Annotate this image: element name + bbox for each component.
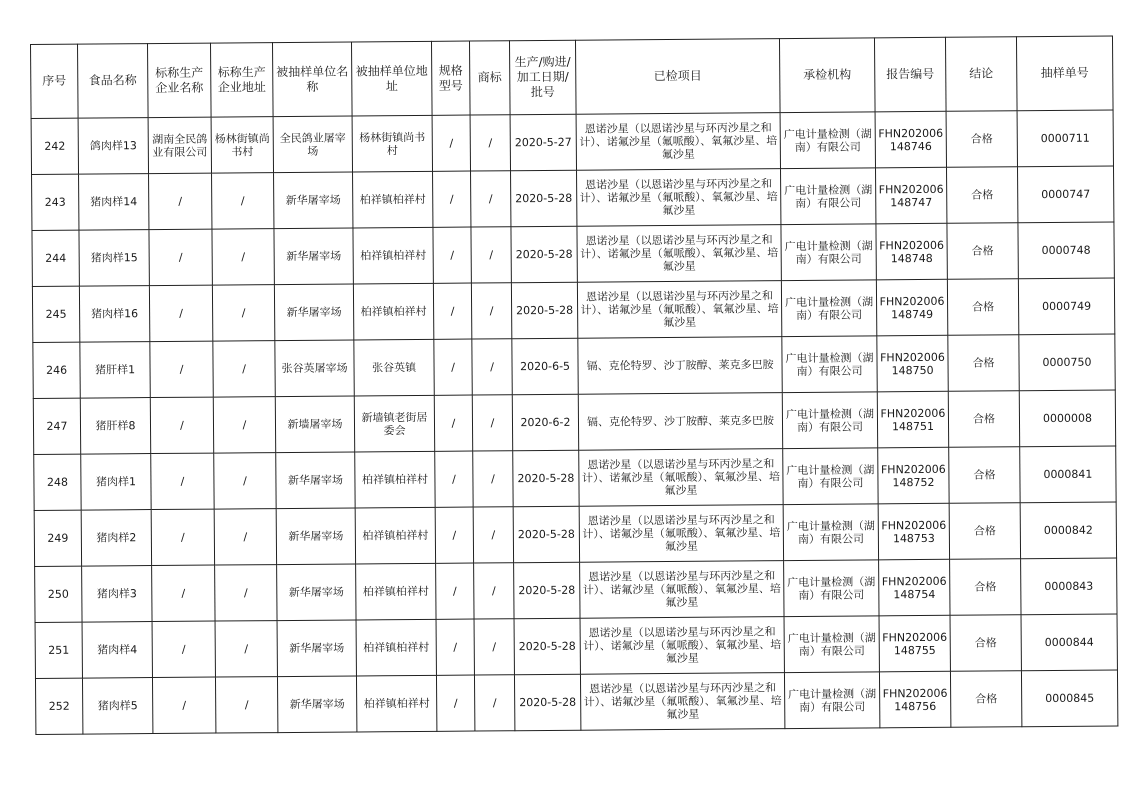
spec-cell: / — [435, 507, 473, 563]
tested-items-cell: 镉、克伦特罗、沙丁胺醇、莱克多巴胺 — [578, 337, 782, 395]
table-row — [32, 166, 1114, 230]
table-row — [33, 334, 1115, 398]
date-cell: 2020-5-28 — [514, 674, 580, 731]
spec-cell: / — [433, 283, 471, 339]
testing-lab-cell: 广电计量检测（湖南）有限公司 — [784, 616, 879, 673]
testing-lab-cell: 广电计量检测（湖南）有限公司 — [780, 112, 875, 169]
sample-number-cell: 0000711 — [1017, 110, 1113, 167]
brand-cell: / — [474, 675, 514, 731]
food-name-cell: 鸽肉样13 — [78, 118, 148, 175]
report-number-cell: FHN202006148755 — [879, 615, 950, 672]
food-name-cell: 猪肝样8 — [80, 398, 150, 455]
date-cell: 2020-5-28 — [513, 450, 579, 507]
report-number-cell: FHN202006148746 — [875, 111, 946, 168]
brand-cell: / — [474, 619, 514, 675]
row-index-cell: 248 — [34, 454, 81, 510]
report-number-cell: FHN202006148754 — [879, 559, 950, 616]
row-index-cell: 246 — [33, 342, 80, 398]
manufacturer-address-cell: / — [213, 397, 275, 453]
sample-number-cell: 0000845 — [1021, 670, 1117, 727]
manufacturer-cell: 湖南全民鸽业有限公司 — [148, 117, 211, 173]
food-name-cell: 猪肉样2 — [81, 510, 151, 567]
report-number-cell: FHN202006148749 — [876, 279, 947, 336]
sampled-unit-address-cell: 杨林街镇尚书村 — [352, 115, 432, 172]
report-number-cell: FHN202006148747 — [875, 167, 946, 224]
conclusion-cell: 合格 — [949, 503, 1020, 560]
sampled-unit-address-cell: 新墙镇老街居委会 — [354, 395, 434, 452]
spec-cell: / — [435, 451, 473, 507]
header-manufacturer-address: 标称生产企业地址 — [210, 43, 273, 117]
sampled-unit-address-cell: 柏祥镇柏祥村 — [356, 563, 436, 620]
date-cell: 2020-5-28 — [511, 282, 577, 339]
testing-lab-cell: 广电计量检测（湖南）有限公司 — [781, 168, 876, 225]
sampled-unit-address-cell: 柏祥镇柏祥村 — [355, 507, 435, 564]
header-tested-items: 已检项目 — [575, 39, 780, 115]
food-name-cell: 猪肉样14 — [79, 174, 149, 231]
report-number-cell: FHN202006148751 — [877, 391, 948, 448]
manufacturer-cell: / — [149, 285, 212, 341]
table-row — [35, 558, 1117, 622]
manufacturer-cell: / — [151, 509, 214, 565]
testing-lab-cell: 广电计量检测（湖南）有限公司 — [782, 392, 877, 449]
date-cell: 2020-5-28 — [514, 618, 580, 675]
tested-items-cell: 恩诺沙星（以恩诺沙星与环丙沙星之和计）、诺氟沙星（氟哌酸）、氧氟沙星、培氟沙星 — [579, 505, 783, 563]
table-row — [35, 614, 1117, 678]
tested-items-cell: 恩诺沙星（以恩诺沙星与环丙沙星之和计）、诺氟沙星（氟哌酸）、氧氟沙星、培氟沙星 — [577, 281, 781, 339]
report-number-cell: FHN202006148748 — [876, 223, 947, 280]
sampled-unit-address-cell: 柏祥镇柏祥村 — [353, 227, 433, 284]
report-number-cell: FHN202006148753 — [878, 503, 949, 560]
date-cell: 2020-5-28 — [513, 506, 579, 563]
manufacturer-cell: / — [151, 453, 214, 509]
row-index-cell: 249 — [34, 510, 81, 566]
manufacturer-address-cell: / — [213, 341, 275, 397]
tested-items-cell: 恩诺沙星（以恩诺沙星与环丙沙星之和计）、诺氟沙星（氟哌酸）、氧氟沙星、培氟沙星 — [577, 225, 781, 283]
spec-cell: / — [436, 619, 474, 675]
conclusion-cell: 合格 — [950, 671, 1021, 728]
brand-cell: / — [471, 283, 511, 339]
conclusion-cell: 合格 — [947, 223, 1018, 280]
brand-cell: / — [472, 339, 512, 395]
sampled-unit-cell: 全民鸽业屠宰场 — [273, 116, 352, 173]
manufacturer-cell: / — [152, 621, 215, 677]
tested-items-cell: 恩诺沙星（以恩诺沙星与环丙沙星之和计）、诺氟沙星（氟哌酸）、氧氟沙星、培氟沙星 — [580, 561, 784, 619]
date-cell: 2020-6-2 — [512, 394, 578, 451]
header-food-name: 食品名称 — [78, 44, 149, 119]
inspection-results-table — [30, 35, 1118, 734]
date-cell: 2020-5-28 — [514, 562, 580, 619]
conclusion-cell: 合格 — [946, 167, 1017, 224]
conclusion-cell: 合格 — [946, 111, 1017, 168]
sample-number-cell: 0000841 — [1020, 446, 1116, 503]
sampled-unit-cell: 新华屠宰场 — [274, 228, 353, 285]
brand-cell: / — [473, 451, 513, 507]
sampled-unit-address-cell: 柏祥镇柏祥村 — [355, 451, 435, 508]
brand-cell: / — [473, 507, 513, 563]
manufacturer-address-cell: / — [212, 173, 274, 229]
header-sampled-unit-address: 被抽样单位地址 — [351, 41, 432, 116]
report-number-cell: FHN202006148756 — [879, 671, 950, 728]
header-manufacturer: 标称生产企业名称 — [148, 43, 212, 117]
manufacturer-cell: / — [152, 565, 215, 621]
food-name-cell: 猪肝样1 — [80, 342, 150, 399]
brand-cell: / — [471, 171, 511, 227]
manufacturer-cell: / — [152, 677, 215, 733]
manufacturer-address-cell: / — [215, 677, 277, 733]
food-name-cell: 猪肉样4 — [82, 622, 152, 679]
food-name-cell: 猪肉样15 — [79, 230, 149, 287]
report-number-cell: FHN202006148752 — [878, 447, 949, 504]
row-index-cell: 243 — [32, 174, 79, 230]
brand-cell: / — [472, 395, 512, 451]
sample-number-cell: 0000844 — [1021, 614, 1117, 671]
conclusion-cell: 合格 — [950, 615, 1021, 672]
testing-lab-cell: 广电计量检测（湖南）有限公司 — [781, 224, 876, 281]
testing-lab-cell: 广电计量检测（湖南）有限公司 — [784, 672, 879, 729]
sample-number-cell: 0000749 — [1018, 278, 1114, 335]
table-header-row — [31, 36, 1114, 118]
table-row — [33, 390, 1115, 454]
sampled-unit-cell: 新华屠宰场 — [274, 284, 353, 341]
spec-cell: / — [432, 115, 470, 171]
date-cell: 2020-5-28 — [511, 226, 577, 283]
sample-number-cell: 0000842 — [1020, 502, 1116, 559]
report-number-cell: FHN202006148750 — [877, 335, 948, 392]
food-name-cell: 猪肉样5 — [82, 678, 152, 735]
spec-cell: / — [436, 563, 474, 619]
sampled-unit-address-cell: 柏祥镇柏祥村 — [356, 675, 436, 732]
conclusion-cell: 合格 — [949, 447, 1020, 504]
testing-lab-cell: 广电计量检测（湖南）有限公司 — [783, 504, 878, 561]
header-spec: 规格型号 — [431, 41, 470, 115]
sampled-unit-address-cell: 柏祥镇柏祥村 — [353, 171, 433, 228]
header-index: 序号 — [31, 44, 79, 118]
spec-cell: / — [434, 339, 472, 395]
spec-cell: / — [433, 171, 471, 227]
spec-cell: / — [436, 675, 474, 731]
sampled-unit-cell: 张谷英屠宰场 — [275, 340, 354, 397]
sampled-unit-cell: 新华屠宰场 — [277, 564, 356, 621]
table-row — [32, 278, 1114, 342]
sample-number-cell: 0000750 — [1019, 334, 1115, 391]
conclusion-cell: 合格 — [948, 335, 1019, 392]
sample-number-cell: 0000008 — [1019, 390, 1115, 447]
header-brand: 商标 — [469, 41, 510, 115]
table-row — [34, 502, 1116, 566]
header-testing-lab: 承检机构 — [779, 38, 875, 113]
brand-cell: / — [471, 227, 511, 283]
manufacturer-address-cell: / — [215, 621, 277, 677]
testing-lab-cell: 广电计量检测（湖南）有限公司 — [784, 560, 879, 617]
table-row — [34, 446, 1116, 510]
tested-items-cell: 恩诺沙星（以恩诺沙星与环丙沙星之和计）、诺氟沙星（氟哌酸）、氧氟沙星、培氟沙星 — [580, 617, 784, 675]
row-index-cell: 250 — [35, 566, 82, 622]
food-name-cell: 猪肉样1 — [81, 454, 151, 511]
food-name-cell: 猪肉样16 — [79, 286, 149, 343]
spec-cell: / — [433, 227, 471, 283]
manufacturer-cell: / — [149, 229, 212, 285]
table-row — [31, 110, 1113, 174]
table-row — [35, 670, 1117, 734]
sampled-unit-address-cell: 张谷英镇 — [354, 339, 434, 396]
row-index-cell: 251 — [35, 622, 82, 678]
sampled-unit-cell: 新华屠宰场 — [277, 676, 356, 733]
conclusion-cell: 合格 — [947, 279, 1018, 336]
conclusion-cell: 合格 — [948, 391, 1019, 448]
sample-number-cell: 0000748 — [1018, 222, 1114, 279]
row-index-cell: 242 — [31, 118, 78, 174]
tested-items-cell: 恩诺沙星（以恩诺沙星与环丙沙星之和计）、诺氟沙星（氟哌酸）、氧氟沙星、培氟沙星 — [576, 113, 780, 171]
scanned-page — [30, 36, 1117, 735]
sample-number-cell: 0000747 — [1017, 166, 1113, 223]
header-date: 生产/购进/加工日期/批号 — [509, 40, 576, 115]
tested-items-cell: 恩诺沙星（以恩诺沙星与环丙沙星之和计）、诺氟沙星（氟哌酸）、氧氟沙星、培氟沙星 — [577, 169, 781, 227]
testing-lab-cell: 广电计量检测（湖南）有限公司 — [783, 448, 878, 505]
food-name-cell: 猪肉样3 — [82, 566, 152, 623]
date-cell: 2020-5-27 — [510, 114, 576, 171]
row-index-cell: 245 — [32, 286, 79, 342]
row-index-cell: 252 — [35, 678, 82, 734]
table-row — [32, 222, 1114, 286]
manufacturer-address-cell: / — [214, 509, 276, 565]
sampled-unit-address-cell: 柏祥镇柏祥村 — [356, 619, 436, 676]
testing-lab-cell: 广电计量检测（湖南）有限公司 — [781, 280, 876, 337]
tested-items-cell: 恩诺沙星（以恩诺沙星与环丙沙星之和计）、诺氟沙星（氟哌酸）、氧氟沙星、培氟沙星 — [579, 449, 783, 507]
brand-cell: / — [470, 115, 510, 171]
sampled-unit-address-cell: 柏祥镇柏祥村 — [353, 283, 433, 340]
header-conclusion: 结论 — [945, 37, 1017, 112]
row-index-cell: 247 — [33, 398, 80, 454]
brand-cell: / — [474, 563, 514, 619]
manufacturer-cell: / — [149, 173, 212, 229]
sample-number-cell: 0000843 — [1021, 558, 1117, 615]
tested-items-cell: 镉、克伦特罗、沙丁胺醇、莱克多巴胺 — [578, 393, 782, 451]
sampled-unit-cell: 新华屠宰场 — [276, 508, 355, 565]
spec-cell: / — [434, 395, 472, 451]
manufacturer-address-cell: / — [215, 565, 277, 621]
testing-lab-cell: 广电计量检测（湖南）有限公司 — [782, 336, 877, 393]
tested-items-cell: 恩诺沙星（以恩诺沙星与环丙沙星之和计）、诺氟沙星（氟哌酸）、氧氟沙星、培氟沙星 — [580, 673, 784, 731]
sampled-unit-cell: 新华屠宰场 — [274, 172, 353, 229]
manufacturer-address-cell: / — [214, 453, 276, 509]
date-cell: 2020-6-5 — [512, 338, 578, 395]
conclusion-cell: 合格 — [950, 559, 1021, 616]
header-sample-number: 抽样单号 — [1016, 36, 1113, 111]
header-report-number: 报告编号 — [874, 37, 946, 112]
manufacturer-cell: / — [150, 341, 213, 397]
sampled-unit-cell: 新华屠宰场 — [277, 620, 356, 677]
manufacturer-address-cell: / — [212, 285, 274, 341]
manufacturer-address-cell: 杨林街镇尚书村 — [211, 117, 273, 173]
sampled-unit-cell: 新墙屠宰场 — [275, 396, 354, 453]
manufacturer-address-cell: / — [212, 229, 274, 285]
manufacturer-cell: / — [150, 397, 213, 453]
sampled-unit-cell: 新华屠宰场 — [276, 452, 355, 509]
date-cell: 2020-5-28 — [511, 170, 577, 227]
row-index-cell: 244 — [32, 230, 79, 286]
header-sampled-unit: 被抽样单位名称 — [272, 42, 352, 117]
